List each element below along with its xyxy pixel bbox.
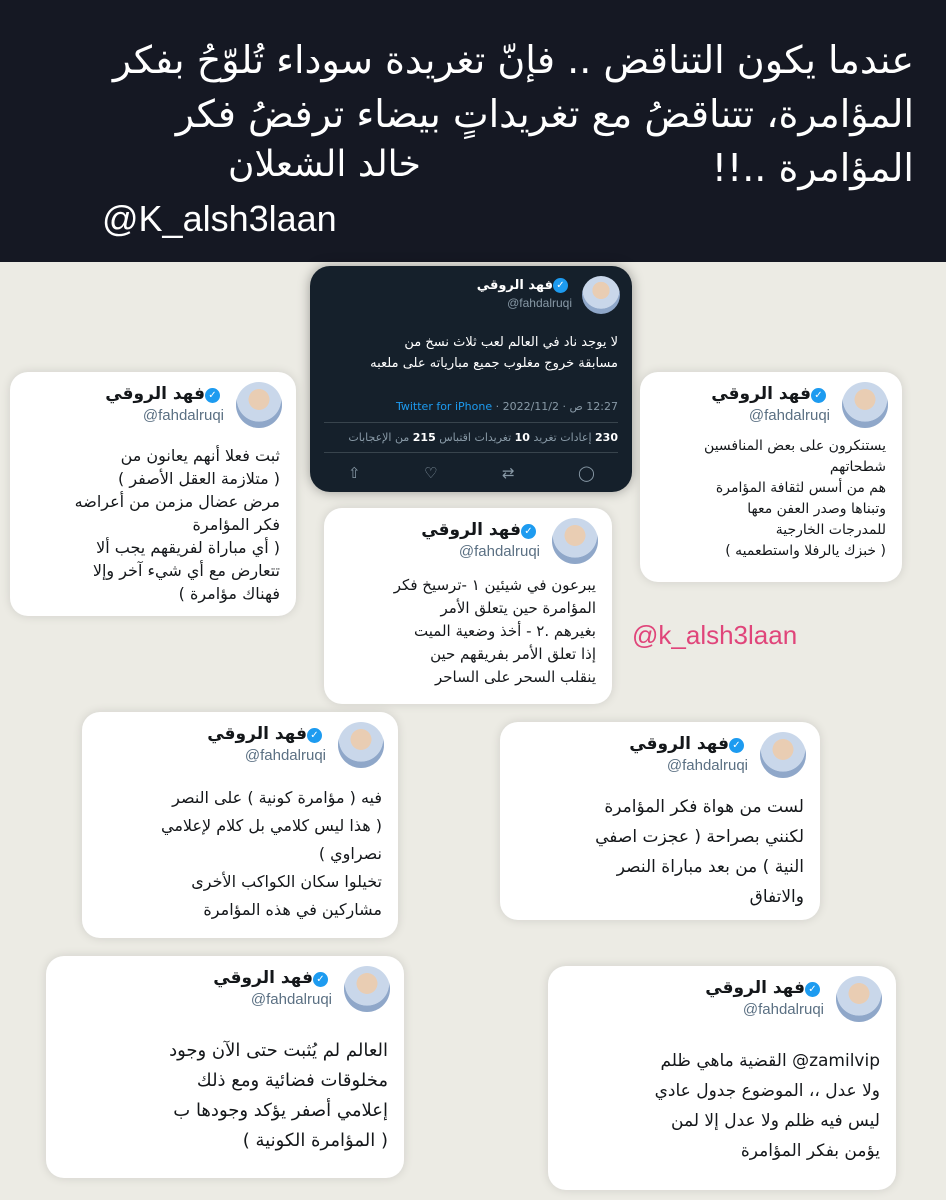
tweet-card[interactable] xyxy=(324,508,612,704)
author-handle[interactable]: @fahdalruqi xyxy=(244,747,326,764)
divider xyxy=(324,422,618,423)
verified-badge-icon: ✓ xyxy=(805,982,820,997)
tweet-text: يستنكرون على بعض المنافسين شطحاتهم هم من أسس لثقافة المؤامرة وتبناها وصدر العفن معها للمدرجات الخارجية ( خبزك يالرفلا واستطعميه ) xyxy=(704,438,886,559)
tweet-actions xyxy=(340,464,602,484)
tweet-stats: 230 إعادات تغريد 10 تغريدات اقتباس 215 من الإعجابات xyxy=(348,431,618,444)
verified-badge-icon: ✓ xyxy=(307,728,322,743)
avatar[interactable] xyxy=(236,382,282,428)
author-handle[interactable]: @fahdalruqi xyxy=(507,296,572,310)
avatar[interactable] xyxy=(552,518,598,564)
tweet-text: العالم لم يُثبت حتى الآن وجود مخلوقات فضائية ومع ذلك إعلامي أصفر يؤكد وجودها ب ( المؤامرة الكونية ) xyxy=(169,1040,388,1151)
tweet-text: zamilvip@ القضية ماهي ظلم ولا عدل ،، الموضوع جدول عادي ليس فيه ظلم ولا عدل إلا لمن يؤمن بفكر المؤامرة xyxy=(654,1051,880,1161)
divider xyxy=(324,452,618,453)
avatar[interactable] xyxy=(582,276,620,314)
author-name[interactable]: ✓فهد الروقي xyxy=(421,520,540,540)
author-handle[interactable]: @fahdalruqi xyxy=(742,1001,824,1018)
tweet-card[interactable] xyxy=(46,956,404,1178)
tweet-text: لست من هواة فكر المؤامرة لكنني بصراحة ( عجزت اصفي النية ) من بعد مباراة النصر والاتفاق xyxy=(595,797,804,907)
dark-tweet-card[interactable] xyxy=(310,266,632,492)
author-handle[interactable]: @fahdalruqi xyxy=(142,407,224,424)
banner-line-1: عندما يكون التناقض .. فإنّ تغريدة سوداء تُلوّحُ بفكر xyxy=(112,38,914,82)
author-name[interactable]: ✓فهد الروقي xyxy=(207,724,326,744)
tweet-meta xyxy=(396,400,618,413)
avatar[interactable] xyxy=(338,722,384,768)
author-name[interactable]: ✓فهد الروقي xyxy=(213,968,332,988)
banner-author: خالد الشعلان xyxy=(228,144,421,185)
retweet-icon[interactable]: ⇄ xyxy=(502,464,515,482)
tweet-card[interactable] xyxy=(640,372,902,582)
banner-handle: @K_alsh3laan xyxy=(102,198,337,239)
author-name[interactable]: ✓فهد الروقي xyxy=(705,978,824,998)
tweet-card[interactable] xyxy=(82,712,398,938)
tweet-text: ثبت فعلا أنهم يعانون من ( متلازمة العقل الأصفر ) مرض عضال مزمن من أعراضه فكر المؤامرة ( أي مباراة لفريقهم يجب ألا تتعارض مع أي شيء آخر وإلا فهناك مؤامرة ) xyxy=(74,446,280,603)
reply-icon[interactable]: ◯ xyxy=(578,464,595,482)
verified-badge-icon: ✓ xyxy=(521,524,536,539)
banner-line-2: المؤامرة، تتناقضُ مع تغريداتٍ بيضاء ترفضُ فكر xyxy=(175,92,914,136)
avatar[interactable] xyxy=(836,976,882,1022)
author-handle[interactable]: @fahdalruqi xyxy=(250,991,332,1008)
tweet-card[interactable] xyxy=(548,966,896,1190)
tweet-text: فيه ( مؤامرة كونية ) على النصر ( هذا ليس كلامي بل كلام لإعلامي نصراوي ) تخيلوا سكان الكواكب الأخرى مشاركين في هذه المؤامرة xyxy=(161,788,382,919)
author-handle[interactable]: @fahdalruqi xyxy=(458,543,540,560)
banner-line-3: المؤامرة ..!! xyxy=(711,146,914,190)
header-banner xyxy=(0,0,946,262)
author-name[interactable]: ✓فهد الروقي xyxy=(711,384,830,404)
watermark-handle: @k_alsh3laan xyxy=(632,620,798,650)
verified-badge-icon: ✓ xyxy=(553,278,568,293)
avatar[interactable] xyxy=(760,732,806,778)
author-name[interactable]: ✓فهد الروقي xyxy=(105,384,224,404)
verified-badge-icon: ✓ xyxy=(729,738,744,753)
tweet-source[interactable]: Twitter for iPhone xyxy=(395,400,493,413)
avatar[interactable] xyxy=(344,966,390,1012)
avatar[interactable] xyxy=(842,382,888,428)
tweet-text: لا يوجد ناد في العالم لعب ثلاث نسخ من مسابقة خروج مغلوب جميع مبارياته على ملعبه xyxy=(370,335,618,371)
tweet-card[interactable] xyxy=(500,722,820,920)
author-handle[interactable]: @fahdalruqi xyxy=(666,757,748,774)
author-handle[interactable]: @fahdalruqi xyxy=(748,407,830,424)
tweet-card[interactable] xyxy=(10,372,296,616)
tweet-time: 12:27 ص · 2022/11/2 · xyxy=(495,400,618,413)
share-icon[interactable]: ⇧ xyxy=(348,464,361,482)
verified-badge-icon: ✓ xyxy=(205,388,220,403)
author-name[interactable]: ✓فهد الروقي xyxy=(629,734,748,754)
author-name[interactable]: ✓فهد الروقي xyxy=(477,278,572,293)
like-icon[interactable]: ♡ xyxy=(424,464,438,482)
verified-badge-icon: ✓ xyxy=(811,388,826,403)
tweet-text: يبرعون في شيئين ١ -ترسيخ فكر المؤامرة حين يتعلق الأمر بغيرهم .٢ - أخذ وضعية الميت إذا تعلق الأمر بفريقهم حين ينقلب السحر على الساحر xyxy=(393,576,596,686)
verified-badge-icon: ✓ xyxy=(313,972,328,987)
